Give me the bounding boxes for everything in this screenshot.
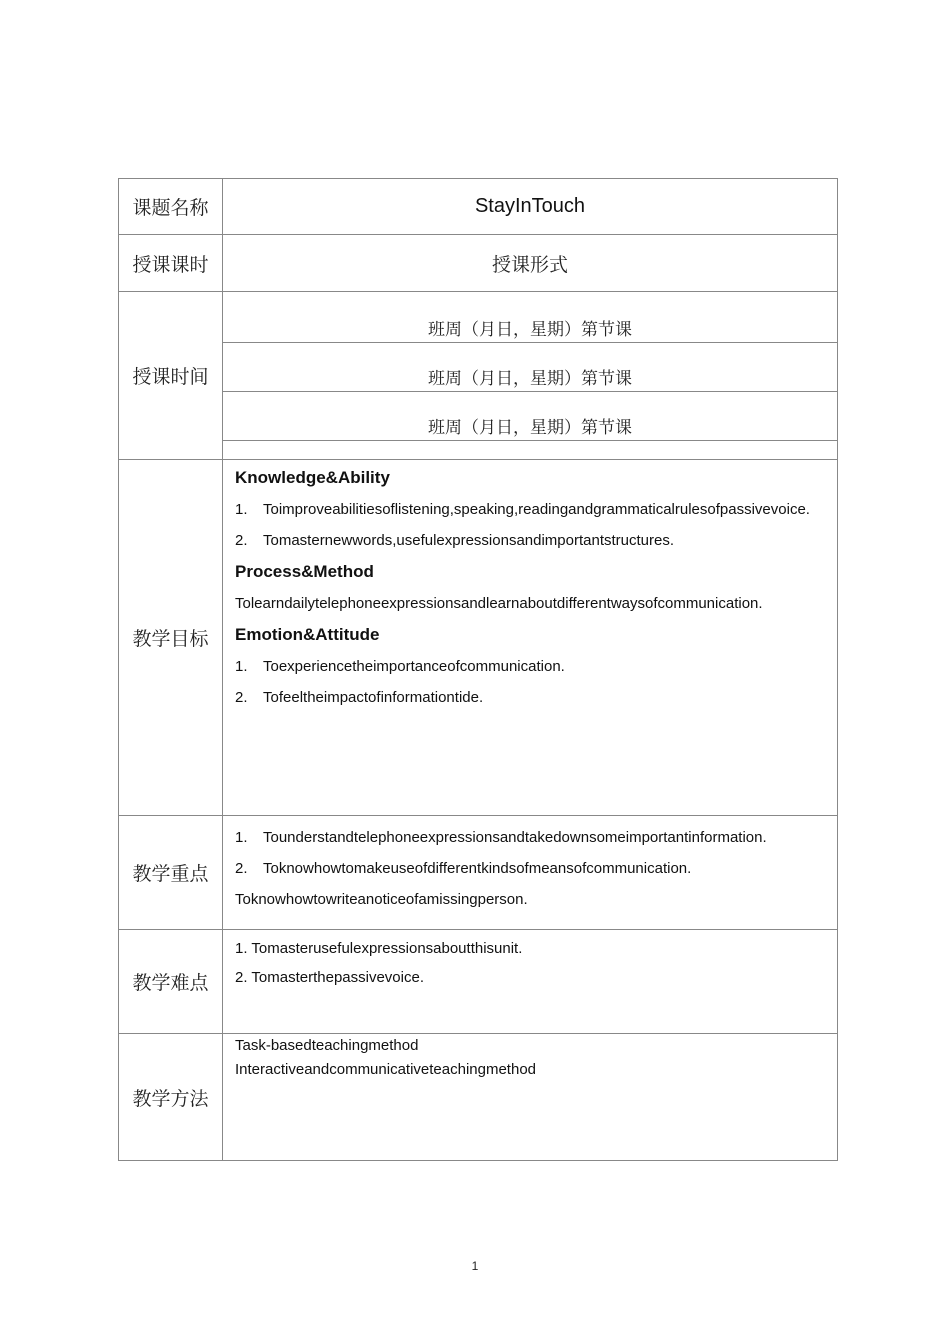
list-text: Tounderstandtelephoneexpressionsandtakedownsomeimportantinformation. xyxy=(263,829,767,846)
emotion-heading: Emotion&Attitude xyxy=(235,625,380,644)
list-text: Toexperiencetheimportanceofcommunication. xyxy=(263,658,565,675)
list-number: 1. xyxy=(235,658,248,675)
time-slot-2: 班周（月日，星期）第节课 xyxy=(223,343,837,392)
methods-content xyxy=(223,1034,838,1161)
key-points-extra: Toknowhowtowriteanoticeofamissingperson. xyxy=(235,891,528,908)
methods-label: 教学方法 xyxy=(119,1034,223,1161)
difficulty-line: 1. Tomasterusefulexpressionsaboutthisunit. xyxy=(235,940,523,957)
list-item xyxy=(235,822,825,853)
list-number: 2. xyxy=(235,532,248,549)
title-label: 课题名称 xyxy=(119,179,223,235)
difficulties-label: 教学难点 xyxy=(119,930,223,1034)
teaching-form: 授课形式 xyxy=(223,235,838,292)
method-line: Task-basedteachingmethod xyxy=(235,1037,419,1054)
row-hours xyxy=(119,235,838,292)
time-slots-cell xyxy=(223,292,838,460)
difficulties-content xyxy=(223,930,838,1034)
method-line: Interactiveandcommunicativeteachingmethod xyxy=(235,1061,537,1078)
list-text: Tofeeltheimpactofinformationtide. xyxy=(263,689,484,706)
list-item xyxy=(235,494,825,525)
time-slot-spacer xyxy=(223,441,837,458)
objectives-content xyxy=(223,460,838,816)
time-slot-3: 班周（月日，星期）第节课 xyxy=(223,392,837,441)
time-label: 授课时间 xyxy=(119,292,223,460)
list-item xyxy=(235,682,825,713)
hours-label: 授课课时 xyxy=(119,235,223,292)
key-points-content xyxy=(223,816,838,930)
key-points-label: 教学重点 xyxy=(119,816,223,930)
row-difficulties xyxy=(119,930,838,1034)
row-title xyxy=(119,179,838,235)
list-item xyxy=(235,651,825,682)
process-heading: Process&Method xyxy=(235,562,374,581)
list-text: Tomasternewwords,usefulexpressionsandimportantstructures. xyxy=(263,532,675,549)
lesson-plan-table xyxy=(118,178,838,1161)
knowledge-heading: Knowledge&Ability xyxy=(235,468,390,487)
time-slot-1: 班周（月日，星期）第节课 xyxy=(223,294,837,343)
list-number: 2. xyxy=(235,689,248,706)
list-number: 2. xyxy=(235,860,248,877)
row-key-points xyxy=(119,816,838,930)
row-time xyxy=(119,292,838,460)
list-item xyxy=(235,853,825,884)
time-slots xyxy=(223,292,837,458)
row-methods xyxy=(119,1034,838,1161)
difficulty-line: 2. Tomasterthepassivevoice. xyxy=(235,969,424,986)
list-text: Toimproveabilitiesoflistening,speaking,readingandgrammaticalrulesofpassivevoice. xyxy=(263,501,810,518)
list-number: 1. xyxy=(235,829,248,846)
row-objectives xyxy=(119,460,838,816)
page-number: 1 xyxy=(471,1259,479,1273)
list-item xyxy=(235,525,825,556)
list-text: Toknowhowtomakeuseofdifferentkindsofmeansofcommunication. xyxy=(263,860,692,877)
process-text: Tolearndailytelephoneexpressionsandlearnaboutdifferentwaysofcommunication. xyxy=(235,595,763,612)
lesson-title: StayInTouch xyxy=(223,179,838,235)
list-number: 1. xyxy=(235,501,248,518)
objectives-label: 教学目标 xyxy=(119,460,223,816)
